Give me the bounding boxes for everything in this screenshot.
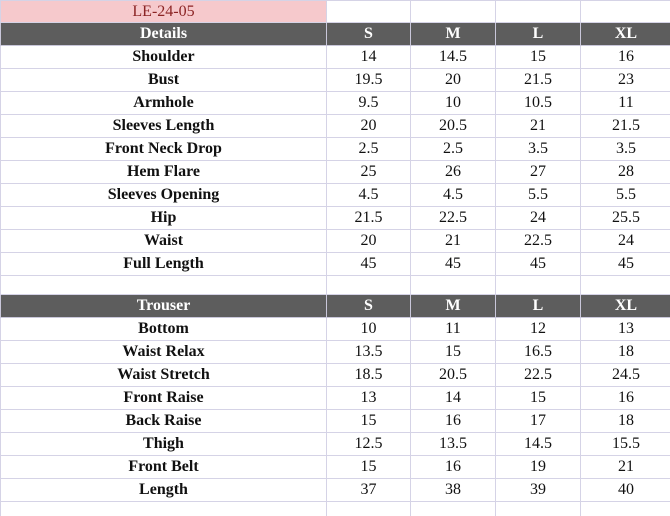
measurement-value: 15 bbox=[327, 456, 411, 479]
measurement-label: Armhole bbox=[1, 92, 327, 115]
measurement-value: 4.5 bbox=[327, 184, 411, 207]
trouser-measurement-row bbox=[1, 364, 670, 387]
trouser-measurement-row bbox=[1, 456, 670, 479]
measurement-value: 20 bbox=[411, 69, 496, 92]
measurement-value: 45 bbox=[496, 253, 581, 276]
spacer-row bbox=[1, 276, 670, 295]
measurement-value: 16 bbox=[411, 410, 496, 433]
measurement-value: 20.5 bbox=[411, 115, 496, 138]
trouser-measurement-row bbox=[1, 479, 670, 502]
empty-cell bbox=[581, 276, 670, 295]
size-column-header: S bbox=[327, 295, 411, 318]
measurement-value: 5.5 bbox=[496, 184, 581, 207]
measurement-value: 15 bbox=[496, 387, 581, 410]
size-column-header: M bbox=[411, 295, 496, 318]
measurement-value: 19 bbox=[496, 456, 581, 479]
empty-cell bbox=[496, 276, 581, 295]
measurement-value: 11 bbox=[411, 318, 496, 341]
empty-cell bbox=[496, 502, 581, 516]
measurement-label: Waist Stretch bbox=[1, 364, 327, 387]
measurement-value: 24 bbox=[496, 207, 581, 230]
measurement-value: 18.5 bbox=[327, 364, 411, 387]
measurement-value: 10 bbox=[411, 92, 496, 115]
empty-cell bbox=[411, 502, 496, 516]
measurement-value: 14 bbox=[327, 46, 411, 69]
empty-cell bbox=[327, 276, 411, 295]
measurement-value: 13 bbox=[581, 318, 670, 341]
measurement-value: 23 bbox=[581, 69, 670, 92]
measurement-value: 15 bbox=[496, 46, 581, 69]
empty-cell bbox=[411, 276, 496, 295]
measurement-value: 2.5 bbox=[411, 138, 496, 161]
empty-cell bbox=[581, 502, 670, 516]
measurement-value: 14.5 bbox=[411, 46, 496, 69]
measurement-value: 4.5 bbox=[411, 184, 496, 207]
measurement-value: 20 bbox=[327, 115, 411, 138]
measurement-value: 22.5 bbox=[496, 364, 581, 387]
details-measurement-row bbox=[1, 253, 670, 276]
measurement-value: 25.5 bbox=[581, 207, 670, 230]
measurement-label: Front Raise bbox=[1, 387, 327, 410]
measurement-value: 28 bbox=[581, 161, 670, 184]
measurement-value: 15.5 bbox=[581, 433, 670, 456]
measurement-value: 13.5 bbox=[411, 433, 496, 456]
measurement-value: 9.5 bbox=[327, 92, 411, 115]
measurement-label: Front Belt bbox=[1, 456, 327, 479]
measurement-value: 16.5 bbox=[496, 341, 581, 364]
details-header-row bbox=[1, 23, 670, 46]
measurement-value: 21.5 bbox=[327, 207, 411, 230]
measurement-value: 19.5 bbox=[327, 69, 411, 92]
measurement-value: 10.5 bbox=[496, 92, 581, 115]
measurement-value: 14 bbox=[411, 387, 496, 410]
measurement-label: Waist bbox=[1, 230, 327, 253]
measurement-value: 22.5 bbox=[411, 207, 496, 230]
empty-cell bbox=[411, 1, 496, 23]
measurement-value: 10 bbox=[327, 318, 411, 341]
measurement-label: Bottom bbox=[1, 318, 327, 341]
measurement-value: 21 bbox=[496, 115, 581, 138]
measurement-value: 45 bbox=[411, 253, 496, 276]
measurement-value: 17 bbox=[496, 410, 581, 433]
details-measurement-row bbox=[1, 207, 670, 230]
details-measurement-row bbox=[1, 230, 670, 253]
measurement-value: 24.5 bbox=[581, 364, 670, 387]
empty-cell bbox=[581, 1, 670, 23]
size-column-header: S bbox=[327, 23, 411, 46]
measurement-label: Waist Relax bbox=[1, 341, 327, 364]
measurement-value: 13 bbox=[327, 387, 411, 410]
measurement-value: 24 bbox=[581, 230, 670, 253]
measurement-value: 2.5 bbox=[327, 138, 411, 161]
measurement-value: 20.5 bbox=[411, 364, 496, 387]
measurement-value: 21 bbox=[411, 230, 496, 253]
measurement-value: 39 bbox=[496, 479, 581, 502]
measurement-value: 21 bbox=[581, 456, 670, 479]
measurement-label: Shoulder bbox=[1, 46, 327, 69]
spacer-row bbox=[1, 502, 670, 516]
product-code-row bbox=[1, 1, 670, 23]
size-chart-body bbox=[1, 1, 670, 516]
details-measurement-row bbox=[1, 138, 670, 161]
measurement-value: 27 bbox=[496, 161, 581, 184]
measurement-value: 37 bbox=[327, 479, 411, 502]
measurement-value: 21.5 bbox=[581, 115, 670, 138]
measurement-value: 16 bbox=[581, 46, 670, 69]
empty-cell bbox=[327, 502, 411, 516]
measurement-value: 25 bbox=[327, 161, 411, 184]
measurement-label: Sleeves Length bbox=[1, 115, 327, 138]
measurement-value: 18 bbox=[581, 341, 670, 364]
measurement-value: 21.5 bbox=[496, 69, 581, 92]
details-measurement-row bbox=[1, 92, 670, 115]
measurement-value: 16 bbox=[411, 456, 496, 479]
measurement-label: Hem Flare bbox=[1, 161, 327, 184]
trouser-measurement-row bbox=[1, 341, 670, 364]
empty-cell bbox=[496, 1, 581, 23]
measurement-value: 40 bbox=[581, 479, 670, 502]
measurement-value: 20 bbox=[327, 230, 411, 253]
measurement-value: 3.5 bbox=[581, 138, 670, 161]
measurement-value: 15 bbox=[411, 341, 496, 364]
measurement-label: Bust bbox=[1, 69, 327, 92]
trouser-header-label: Trouser bbox=[1, 295, 327, 318]
trouser-measurement-row bbox=[1, 318, 670, 341]
empty-cell bbox=[327, 1, 411, 23]
measurement-value: 26 bbox=[411, 161, 496, 184]
measurement-value: 5.5 bbox=[581, 184, 670, 207]
measurement-label: Back Raise bbox=[1, 410, 327, 433]
measurement-value: 15 bbox=[327, 410, 411, 433]
measurement-label: Sleeves Opening bbox=[1, 184, 327, 207]
measurement-label: Full Length bbox=[1, 253, 327, 276]
measurement-label: Front Neck Drop bbox=[1, 138, 327, 161]
measurement-label: Thigh bbox=[1, 433, 327, 456]
details-measurement-row bbox=[1, 184, 670, 207]
size-column-header: L bbox=[496, 23, 581, 46]
details-measurement-row bbox=[1, 115, 670, 138]
measurement-value: 14.5 bbox=[496, 433, 581, 456]
measurement-value: 16 bbox=[581, 387, 670, 410]
size-column-header: L bbox=[496, 295, 581, 318]
trouser-measurement-row bbox=[1, 387, 670, 410]
measurement-value: 38 bbox=[411, 479, 496, 502]
trouser-header-row bbox=[1, 295, 670, 318]
measurement-label: Hip bbox=[1, 207, 327, 230]
details-header-label: Details bbox=[1, 23, 327, 46]
measurement-value: 12 bbox=[496, 318, 581, 341]
size-column-header: XL bbox=[581, 23, 670, 46]
size-column-header: XL bbox=[581, 295, 670, 318]
details-measurement-row bbox=[1, 161, 670, 184]
measurement-value: 13.5 bbox=[327, 341, 411, 364]
details-measurement-row bbox=[1, 46, 670, 69]
empty-cell bbox=[1, 276, 327, 295]
measurement-value: 11 bbox=[581, 92, 670, 115]
measurement-label: Length bbox=[1, 479, 327, 502]
product-code: LE-24-05 bbox=[1, 1, 327, 23]
measurement-value: 45 bbox=[327, 253, 411, 276]
measurement-value: 12.5 bbox=[327, 433, 411, 456]
measurement-value: 45 bbox=[581, 253, 670, 276]
trouser-measurement-row bbox=[1, 433, 670, 456]
measurement-value: 18 bbox=[581, 410, 670, 433]
measurement-value: 3.5 bbox=[496, 138, 581, 161]
measurement-value: 22.5 bbox=[496, 230, 581, 253]
details-measurement-row bbox=[1, 69, 670, 92]
trouser-measurement-row bbox=[1, 410, 670, 433]
empty-cell bbox=[1, 502, 327, 516]
size-column-header: M bbox=[411, 23, 496, 46]
